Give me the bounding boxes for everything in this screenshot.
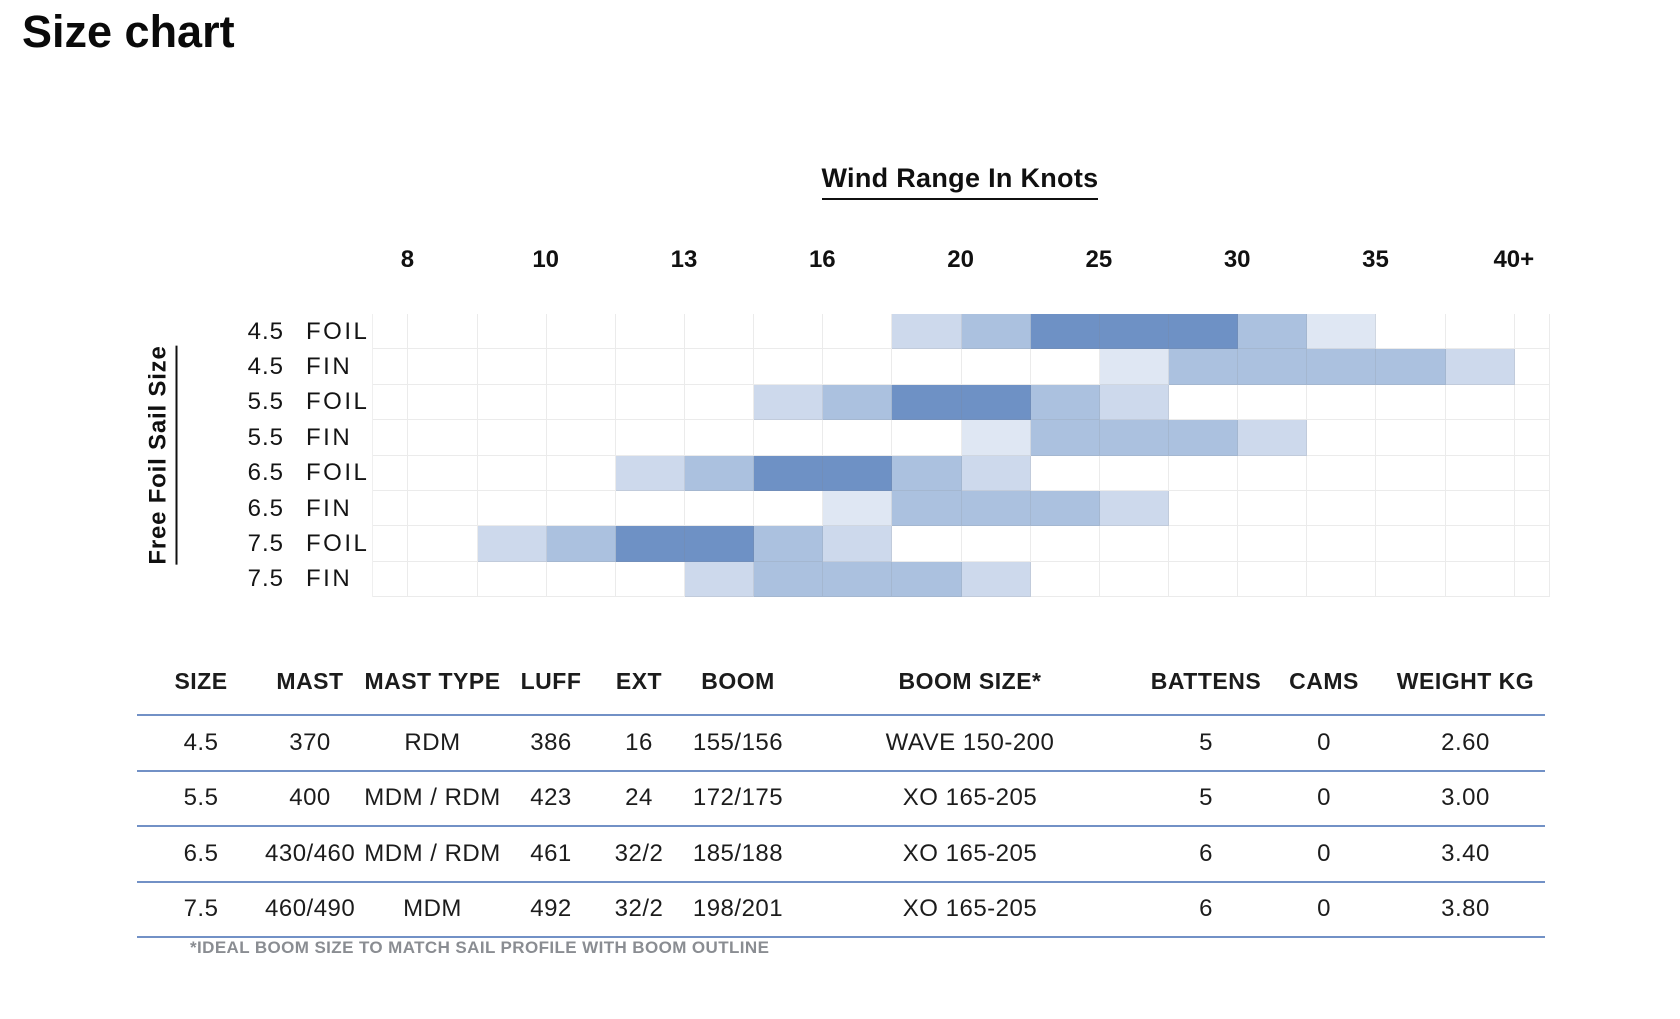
- heatmap-cell: [1031, 349, 1100, 384]
- heatmap-cell: [616, 456, 685, 491]
- sail-row-label: [0, 491, 372, 526]
- heatmap-cell: [1169, 420, 1238, 455]
- heatmap-cell: [1376, 349, 1445, 384]
- heatmap-cell: [685, 349, 754, 384]
- spec-cell: 6.5: [183, 839, 219, 867]
- heatmap-cell: [754, 526, 823, 561]
- spec-header-cell: LUFF: [520, 667, 582, 694]
- spec-cell: XO 165-205: [902, 895, 1038, 923]
- heatmap-margin-cell: [373, 526, 408, 561]
- heatmap-cell: [685, 456, 754, 491]
- heatmap-cell: [685, 420, 754, 455]
- heatmap-cell: [962, 420, 1031, 455]
- fin-type-label: FIN: [306, 565, 353, 593]
- heatmap-cell: [408, 349, 477, 384]
- heatmap-cell: [1100, 456, 1169, 491]
- sail-row-label: [0, 385, 372, 420]
- heatmap-cell: [1446, 526, 1515, 561]
- heatmap-cell: [408, 491, 477, 526]
- heatmap-cell: [1446, 349, 1515, 384]
- spec-cell: 0: [1317, 784, 1331, 812]
- spec-table-row: [137, 883, 1545, 937]
- sail-row-label: [0, 314, 372, 349]
- heatmap-cell: [478, 526, 547, 561]
- spec-header-cell: WEIGHT KG: [1396, 667, 1535, 694]
- wind-tick-label: 20: [947, 246, 974, 273]
- wind-tick-label: 10: [532, 246, 560, 273]
- sail-size-label: 6.5: [247, 494, 284, 522]
- spec-cell: 0: [1317, 895, 1331, 923]
- sail-row-label: [0, 349, 372, 384]
- heatmap-margin-cell: [1515, 385, 1550, 420]
- spec-cell: 32/2: [614, 839, 664, 867]
- spec-cell: 7.5: [183, 895, 219, 923]
- heatmap-cell: [1446, 420, 1515, 455]
- fin-type-label: FOIL: [306, 459, 370, 487]
- heatmap-cell: [1238, 456, 1307, 491]
- heatmap-cell: [1100, 526, 1169, 561]
- spec-cell: 6: [1199, 839, 1213, 867]
- heatmap-cell: [408, 456, 477, 491]
- heatmap-cell: [1238, 420, 1307, 455]
- heatmap-cell: [616, 526, 685, 561]
- heatmap-margin-cell: [1515, 491, 1550, 526]
- heatmap-cell: [478, 491, 547, 526]
- heatmap-margin-cell: [373, 491, 408, 526]
- heatmap-margin-cell: [373, 420, 408, 455]
- heatmap-cell: [962, 491, 1031, 526]
- heatmap-cell: [1169, 562, 1238, 597]
- heatmap-cell: [685, 314, 754, 349]
- heatmap-cell: [1169, 491, 1238, 526]
- spec-header-cell: BOOM SIZE*: [898, 667, 1042, 694]
- heatmap-cell: [754, 420, 823, 455]
- wind-range-heatmap: [372, 314, 1550, 597]
- sail-size-label: 5.5: [247, 423, 284, 451]
- heatmap-cell: [1100, 385, 1169, 420]
- sail-row-label: [0, 420, 372, 455]
- spec-cell: MDM / RDM: [364, 839, 501, 867]
- spec-table: [137, 648, 1545, 938]
- spec-cell: 5.5: [183, 784, 219, 812]
- spec-cell: 386: [530, 728, 572, 756]
- heatmap-cell: [1307, 526, 1376, 561]
- heatmap-cell: [1100, 562, 1169, 597]
- sail-size-label: 5.5: [247, 388, 284, 416]
- heatmap-margin-cell: [1515, 420, 1550, 455]
- heatmap-cell: [1376, 314, 1445, 349]
- spec-cell: 5: [1199, 784, 1213, 812]
- spec-cell: XO 165-205: [902, 839, 1038, 867]
- heatmap-cell: [616, 491, 685, 526]
- heatmap-cell: [1169, 456, 1238, 491]
- heatmap-cell: [1100, 314, 1169, 349]
- heatmap-cell: [892, 526, 961, 561]
- wind-tick-label: 13: [670, 246, 698, 273]
- heatmap-cell: [962, 314, 1031, 349]
- heatmap-cell: [1238, 526, 1307, 561]
- spec-cell: 3.80: [1441, 895, 1490, 923]
- heatmap-cell: [1031, 456, 1100, 491]
- wind-tick-label: 35: [1362, 246, 1389, 273]
- heatmap-cell: [823, 349, 892, 384]
- spec-header-cell: CAMS: [1289, 667, 1359, 694]
- wind-tick-label: 16: [808, 246, 836, 273]
- heatmap-cell: [1100, 349, 1169, 384]
- spec-cell: 461: [530, 839, 572, 867]
- spec-table-header-row: [137, 648, 1545, 714]
- heatmap-cell: [685, 562, 754, 597]
- heatmap-cell: [547, 456, 616, 491]
- heatmap-cell: [408, 385, 477, 420]
- heatmap-cell: [1307, 420, 1376, 455]
- heatmap-cell: [616, 385, 685, 420]
- heatmap-cell: [1446, 385, 1515, 420]
- spec-cell: 460/490: [265, 895, 356, 923]
- spec-cell: 3.40: [1441, 839, 1490, 867]
- sail-size-label: 6.5: [247, 459, 284, 487]
- spec-cell: 400: [289, 784, 331, 812]
- spec-cell: MDM: [403, 895, 462, 923]
- heatmap-cell: [547, 562, 616, 597]
- spec-cell: 0: [1317, 728, 1331, 756]
- heatmap-cell: [1376, 562, 1445, 597]
- heatmap-margin-cell: [373, 314, 408, 349]
- heatmap-cell: [685, 491, 754, 526]
- heatmap-cell: [1446, 456, 1515, 491]
- heatmap-cell: [1100, 491, 1169, 526]
- heatmap-cell: [892, 420, 961, 455]
- heatmap-cell: [1376, 456, 1445, 491]
- spec-cell: 4.5: [183, 728, 219, 756]
- heatmap-cell: [1307, 349, 1376, 384]
- heatmap-cell: [1307, 314, 1376, 349]
- heatmap-cell: [1169, 314, 1238, 349]
- heatmap-margin-cell: [1515, 349, 1550, 384]
- heatmap-cell: [823, 526, 892, 561]
- heatmap-cell: [962, 526, 1031, 561]
- heatmap-cell: [1446, 562, 1515, 597]
- heatmap-cell: [1238, 491, 1307, 526]
- heatmap-cell: [478, 314, 547, 349]
- heatmap-cell: [823, 385, 892, 420]
- heatmap-margin-cell: [1515, 562, 1550, 597]
- wind-tick-label: 40+: [1493, 246, 1535, 273]
- spec-cell: 198/201: [692, 895, 784, 923]
- wind-tick-label: 25: [1085, 246, 1113, 273]
- heatmap-cell: [962, 385, 1031, 420]
- spec-table-row: [137, 772, 1545, 826]
- spec-cell: WAVE 150-200: [885, 728, 1055, 756]
- fin-type-label: FOIL: [306, 317, 370, 345]
- spec-cell: MDM / RDM: [364, 784, 501, 812]
- wind-axis-tick-labels: [372, 246, 1550, 278]
- heatmap-cell: [823, 456, 892, 491]
- heatmap-cell: [892, 349, 961, 384]
- heatmap-cell: [1031, 526, 1100, 561]
- spec-cell: 5: [1199, 728, 1213, 756]
- heatmap-cell: [547, 420, 616, 455]
- y-axis-label: Free Foil Sail Size: [145, 345, 178, 564]
- heatmap-cell: [547, 491, 616, 526]
- heatmap-cell: [478, 385, 547, 420]
- spec-cell: 16: [625, 728, 653, 756]
- heatmap-cell: [1307, 562, 1376, 597]
- heatmap-cell: [892, 491, 961, 526]
- fin-type-label: FIN: [306, 423, 353, 451]
- heatmap-cell: [754, 314, 823, 349]
- heatmap-cell: [478, 456, 547, 491]
- spec-cell: 370: [289, 728, 331, 756]
- heatmap-cell: [1100, 420, 1169, 455]
- spec-header-cell: MAST TYPE: [364, 667, 501, 694]
- heatmap-cell: [547, 526, 616, 561]
- spec-header-cell: BATTENS: [1150, 667, 1262, 694]
- wind-tick-label: 8: [400, 246, 415, 273]
- page-title: Size chart: [22, 6, 235, 57]
- heatmap-cell: [1031, 420, 1100, 455]
- spec-header-cell: EXT: [615, 667, 663, 694]
- wind-range-chart-title-wrap: [760, 163, 1160, 200]
- spec-cell: 155/156: [692, 728, 784, 756]
- heatmap-cell: [892, 314, 961, 349]
- spec-table-row: [137, 716, 1545, 770]
- heatmap-cell: [1169, 526, 1238, 561]
- heatmap-cell: [408, 562, 477, 597]
- heatmap-cell: [754, 385, 823, 420]
- heatmap-cell: [1238, 562, 1307, 597]
- spec-cell: 172/175: [692, 784, 784, 812]
- heatmap-cell: [478, 562, 547, 597]
- heatmap-cell: [408, 526, 477, 561]
- heatmap-cell: [685, 526, 754, 561]
- heatmap-cell: [1031, 562, 1100, 597]
- heatmap-margin-cell: [373, 562, 408, 597]
- spec-cell: 185/188: [692, 839, 784, 867]
- heatmap-cell: [892, 385, 961, 420]
- spec-cell: RDM: [404, 728, 461, 756]
- heatmap-margin-cell: [373, 456, 408, 491]
- heatmap-cell: [754, 456, 823, 491]
- heatmap-cell: [1446, 491, 1515, 526]
- heatmap-cell: [754, 562, 823, 597]
- heatmap-cell: [1446, 314, 1515, 349]
- spec-cell: 2.60: [1441, 728, 1490, 756]
- spec-cell: 492: [530, 895, 572, 923]
- heatmap-cell: [1307, 491, 1376, 526]
- heatmap-margin-cell: [1515, 314, 1550, 349]
- spec-table-row: [137, 827, 1545, 881]
- spec-cell: XO 165-205: [902, 784, 1038, 812]
- heatmap-cell: [1376, 491, 1445, 526]
- heatmap-cell: [616, 349, 685, 384]
- heatmap-cell: [962, 562, 1031, 597]
- wind-tick-label: 30: [1223, 246, 1251, 273]
- heatmap-cell: [1169, 349, 1238, 384]
- sail-size-label: 4.5: [247, 353, 284, 381]
- sail-row-label: [0, 562, 372, 597]
- sail-size-label: 4.5: [247, 317, 284, 345]
- heatmap-cell: [478, 420, 547, 455]
- heatmap-cell: [1376, 420, 1445, 455]
- spec-cell: 430/460: [265, 839, 356, 867]
- heatmap-cell: [478, 349, 547, 384]
- heatmap-cell: [892, 456, 961, 491]
- heatmap-cell: [1307, 385, 1376, 420]
- heatmap-cell: [547, 385, 616, 420]
- spec-header-cell: BOOM: [701, 667, 775, 694]
- heatmap-cell: [547, 349, 616, 384]
- heatmap-cell: [1031, 491, 1100, 526]
- heatmap-cell: [1307, 456, 1376, 491]
- heatmap-cell: [754, 349, 823, 384]
- spec-cell: 423: [530, 784, 572, 812]
- heatmap-cell: [616, 314, 685, 349]
- heatmap-cell: [1031, 314, 1100, 349]
- heatmap-cell: [962, 349, 1031, 384]
- heatmap-cell: [616, 562, 685, 597]
- heatmap-cell: [892, 562, 961, 597]
- heatmap-cell: [1238, 349, 1307, 384]
- heatmap-cell: [408, 420, 477, 455]
- sail-row-label: [0, 456, 372, 491]
- heatmap-cell: [823, 314, 892, 349]
- heatmap-cell: [823, 491, 892, 526]
- heatmap-cell: [823, 562, 892, 597]
- sail-size-label: 7.5: [247, 565, 284, 593]
- heatmap-cell: [1031, 385, 1100, 420]
- heatmap-cell: [754, 491, 823, 526]
- heatmap-margin-cell: [373, 385, 408, 420]
- heatmap-cell: [1169, 385, 1238, 420]
- heatmap-margin-cell: [1515, 526, 1550, 561]
- heatmap-cell: [1376, 385, 1445, 420]
- heatmap-cell: [408, 314, 477, 349]
- spec-cell: 0: [1317, 839, 1331, 867]
- fin-type-label: FIN: [306, 494, 353, 522]
- spec-cell: 32/2: [614, 895, 664, 923]
- heatmap-margin-cell: [373, 349, 408, 384]
- boom-size-footnote: *IDEAL BOOM SIZE TO MATCH SAIL PROFILE WITH BOOM OUTLINE: [190, 938, 770, 957]
- fin-type-label: FIN: [306, 353, 353, 381]
- heatmap-cell: [1376, 526, 1445, 561]
- wind-range-chart-title: Wind Range In Knots: [822, 163, 1099, 200]
- spec-header-cell: MAST: [276, 667, 344, 694]
- heatmap-cell: [685, 385, 754, 420]
- sail-row-label: [0, 526, 372, 561]
- heatmap-cell: [1238, 385, 1307, 420]
- fin-type-label: FOIL: [306, 388, 370, 416]
- heatmap-cell: [1238, 314, 1307, 349]
- heatmap-cell: [616, 420, 685, 455]
- spec-cell: 3.00: [1441, 784, 1490, 812]
- spec-cell: 24: [625, 784, 653, 812]
- heatmap-cell: [962, 456, 1031, 491]
- heatmap-margin-cell: [1515, 456, 1550, 491]
- heatmap-cell: [547, 314, 616, 349]
- spec-cell: 6: [1199, 895, 1213, 923]
- sail-size-label: 7.5: [247, 530, 284, 558]
- heatmap-cell: [823, 420, 892, 455]
- spec-header-cell: SIZE: [174, 667, 228, 694]
- fin-type-label: FOIL: [306, 530, 370, 558]
